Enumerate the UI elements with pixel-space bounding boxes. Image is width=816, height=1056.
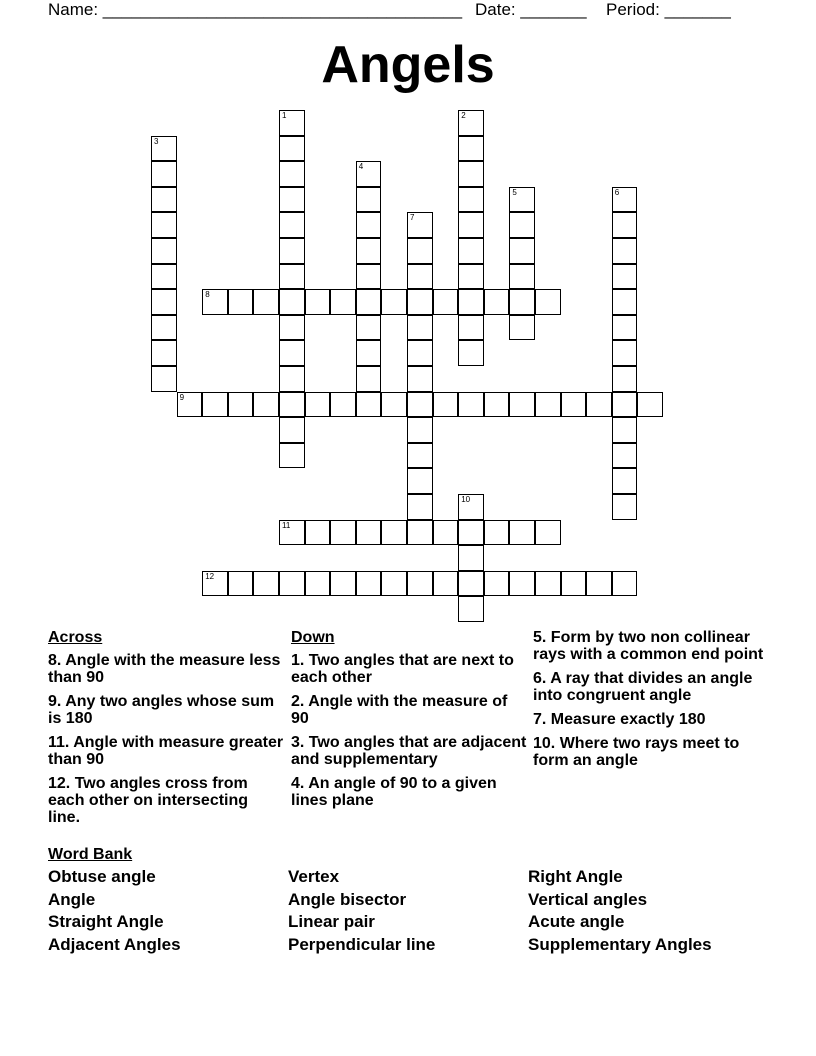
grid-cell[interactable] [509, 187, 535, 213]
clue-number: 10. [533, 735, 556, 752]
grid-cell[interactable] [509, 315, 535, 341]
clue-number: 2. [291, 693, 305, 710]
word-bank-item: Vertical angles [528, 889, 648, 909]
grid-cell[interactable] [279, 161, 305, 187]
clue-text: An angle of 90 to a given lines plane [291, 775, 497, 809]
word-bank-item: Obtuse angle [48, 867, 156, 886]
cell-number: 12 [205, 571, 215, 581]
grid-cell[interactable] [279, 110, 305, 136]
clue-text: A ray that divides an angle into congruent angle [533, 670, 753, 704]
cell-number: 4 [358, 162, 364, 172]
grid-cell[interactable] [356, 520, 382, 546]
grid-cell[interactable] [202, 289, 228, 315]
grid-cell[interactable] [356, 238, 382, 264]
clue-number: 5. [533, 629, 547, 646]
word-bank-item: Angle bisector [288, 889, 407, 909]
grid-cell[interactable] [458, 545, 484, 571]
grid-cell[interactable] [151, 264, 177, 290]
page-title: Angels [321, 36, 495, 94]
down-clues [291, 628, 527, 816]
grid-cell[interactable] [612, 468, 638, 494]
grid-cell[interactable] [330, 571, 356, 597]
grid-cell[interactable] [407, 392, 433, 418]
grid-cell[interactable] [151, 212, 177, 238]
grid-cell[interactable] [228, 392, 254, 418]
clue-across-9 [48, 693, 284, 727]
word-bank-column-1 [48, 866, 288, 956]
grid-cell[interactable] [279, 315, 305, 341]
grid-cell[interactable] [637, 392, 663, 418]
grid-cell[interactable] [356, 289, 382, 315]
grid-cell[interactable] [458, 315, 484, 341]
word-bank-item: Linear pair [288, 912, 375, 931]
period-field[interactable]: Period: _______ [606, 0, 731, 19]
grid-cell[interactable] [458, 161, 484, 187]
grid-cell[interactable] [151, 340, 177, 366]
grid-cell[interactable] [458, 340, 484, 366]
grid-cell[interactable] [458, 110, 484, 136]
clue-across-12 [48, 775, 284, 826]
grid-cell[interactable] [279, 264, 305, 290]
grid-cell[interactable] [305, 392, 331, 418]
clue-down-5 [533, 629, 769, 663]
grid-cell[interactable] [407, 212, 433, 238]
grid-cell[interactable] [381, 571, 407, 597]
word-bank-item: Supplementary Angles [528, 934, 712, 954]
grid-cell[interactable] [561, 392, 587, 418]
grid-cell[interactable] [279, 443, 305, 469]
clue-down-1 [291, 652, 527, 686]
grid-cell[interactable] [407, 264, 433, 290]
grid-cell[interactable] [612, 366, 638, 392]
clue-down-3 [291, 734, 527, 768]
clue-text: Angle with the measure of 90 [291, 693, 508, 727]
grid-cell[interactable] [151, 366, 177, 392]
grid-cell[interactable] [509, 571, 535, 597]
grid-cell[interactable] [612, 443, 638, 469]
clue-text: Where two rays meet to form an angle [533, 735, 740, 769]
grid-cell[interactable] [509, 238, 535, 264]
clue-number: 8. [48, 652, 62, 669]
grid-cell[interactable] [407, 520, 433, 546]
clue-across-11 [48, 734, 284, 768]
word-bank-item: Vertex [288, 867, 340, 886]
clue-down-7 [533, 711, 769, 728]
grid-cell[interactable] [612, 238, 638, 264]
grid-cell[interactable] [458, 264, 484, 290]
grid-cell[interactable] [279, 238, 305, 264]
word-bank-column-2 [288, 866, 528, 956]
clue-number: 9. [48, 693, 62, 710]
grid-cell[interactable] [458, 392, 484, 418]
clue-number: 1. [291, 652, 305, 669]
grid-cell[interactable] [433, 392, 459, 418]
grid-cell[interactable] [458, 520, 484, 546]
grid-cell[interactable] [253, 392, 279, 418]
grid-cell[interactable] [561, 571, 587, 597]
grid-cell[interactable] [612, 187, 638, 213]
grid-cell[interactable] [458, 571, 484, 597]
grid-cell[interactable] [433, 289, 459, 315]
cell-number: 8 [205, 290, 210, 300]
grid-cell[interactable] [586, 571, 612, 597]
grid-cell[interactable] [356, 366, 382, 392]
word-bank-item: Adjacent Angles [48, 934, 181, 954]
grid-cell[interactable] [484, 289, 510, 315]
grid-cell[interactable] [228, 289, 254, 315]
grid-cell[interactable] [228, 571, 254, 597]
grid-cell[interactable] [509, 212, 535, 238]
clue-text: Angle with measure greater than 90 [48, 734, 284, 768]
clue-number: 6. [533, 670, 547, 687]
grid-cell[interactable] [305, 571, 331, 597]
grid-cell[interactable] [612, 340, 638, 366]
grid-cell[interactable] [458, 596, 484, 622]
word-bank-item: Straight Angle [48, 912, 164, 931]
clue-down-4 [291, 775, 527, 809]
grid-cell[interactable] [407, 366, 433, 392]
grid-cell[interactable] [279, 187, 305, 213]
name-field[interactable]: Name: ______________________________________ [48, 0, 463, 19]
grid-cell[interactable] [330, 289, 356, 315]
grid-cell[interactable] [356, 187, 382, 213]
grid-cell[interactable] [305, 289, 331, 315]
grid-cell[interactable] [279, 417, 305, 443]
grid-cell[interactable] [535, 520, 561, 546]
grid-cell[interactable] [381, 289, 407, 315]
clue-down-10 [533, 735, 769, 769]
grid-cell[interactable] [535, 392, 561, 418]
clue-number: 7. [533, 711, 547, 728]
grid-cell[interactable] [407, 289, 433, 315]
grid-cell[interactable] [433, 571, 459, 597]
word-bank-column-3 [528, 866, 768, 956]
clue-text: Form by two non collinear rays with a common end point [533, 629, 764, 663]
grid-cell[interactable] [612, 417, 638, 443]
grid-cell[interactable] [253, 571, 279, 597]
grid-cell[interactable] [407, 443, 433, 469]
grid-cell[interactable] [279, 571, 305, 597]
grid-cell[interactable] [356, 340, 382, 366]
cell-number: 5 [512, 187, 517, 197]
cell-number: 6 [614, 187, 620, 197]
grid-cell[interactable] [151, 187, 177, 213]
grid-cell[interactable] [177, 392, 203, 418]
grid-cell[interactable] [151, 289, 177, 315]
word-bank-item: Right Angle [528, 867, 623, 886]
clue-text: Two angles that are adjacent and supplementary [291, 734, 527, 768]
grid-cell[interactable] [381, 392, 407, 418]
grid-cell[interactable] [151, 161, 177, 187]
grid-cell[interactable] [356, 212, 382, 238]
grid-cell[interactable] [279, 136, 305, 162]
clue-text: Two angles that are next to each other [291, 652, 514, 686]
grid-cell[interactable] [484, 571, 510, 597]
clue-number: 11. [48, 734, 70, 751]
down-heading: Down [291, 629, 335, 646]
clue-across-8 [48, 652, 284, 686]
across-heading: Across [48, 629, 103, 646]
grid-cell[interactable] [202, 392, 228, 418]
clue-text: Two angles cross from each other on intersecting line. [48, 775, 249, 826]
grid-cell[interactable] [202, 571, 228, 597]
date-field[interactable]: Date: _______ [475, 0, 587, 19]
grid-cell[interactable] [612, 212, 638, 238]
grid-cell[interactable] [535, 289, 561, 315]
grid-cell[interactable] [586, 392, 612, 418]
grid-cell[interactable] [279, 392, 305, 418]
grid-cell[interactable] [407, 571, 433, 597]
grid-cell[interactable] [253, 289, 279, 315]
grid-cell[interactable] [407, 315, 433, 341]
grid-cell[interactable] [356, 315, 382, 341]
grid-cell[interactable] [612, 315, 638, 341]
clue-down-6 [533, 670, 769, 704]
grid-cell[interactable] [484, 520, 510, 546]
clue-text: Angle with the measure less than 90 [48, 652, 281, 686]
grid-cell[interactable] [612, 392, 638, 418]
grid-cell[interactable] [279, 289, 305, 315]
grid-cell[interactable] [330, 392, 356, 418]
clue-text: Measure exactly 180 [550, 711, 706, 728]
grid-cell[interactable] [305, 520, 331, 546]
clue-text: Any two angles whose sum is 180 [48, 693, 275, 727]
grid-cell[interactable] [458, 212, 484, 238]
word-bank-item: Acute angle [528, 912, 625, 931]
grid-cell[interactable] [458, 187, 484, 213]
cell-number: 7 [410, 213, 415, 223]
grid-cell[interactable] [330, 520, 356, 546]
grid-cell[interactable] [279, 340, 305, 366]
grid-cell[interactable] [279, 212, 305, 238]
word-bank-item: Perpendicular line [288, 934, 436, 954]
grid-cell[interactable] [356, 392, 382, 418]
grid-cell[interactable] [535, 571, 561, 597]
grid-cell[interactable] [509, 289, 535, 315]
grid-cell[interactable] [484, 392, 510, 418]
grid-cell[interactable] [458, 494, 484, 520]
grid-cell[interactable] [151, 136, 177, 162]
cell-number: 11 [282, 520, 291, 530]
cell-number: 10 [461, 495, 471, 504]
grid-cell[interactable] [356, 571, 382, 597]
grid-cell[interactable] [356, 161, 382, 187]
word-bank-heading: Word Bank [48, 846, 133, 863]
grid-cell[interactable] [458, 289, 484, 315]
grid-cell[interactable] [612, 571, 638, 597]
grid-cell[interactable] [279, 520, 305, 546]
cell-number: 3 [154, 136, 159, 146]
grid-cell[interactable] [509, 520, 535, 546]
grid-cell[interactable] [407, 494, 433, 520]
grid-cell[interactable] [151, 238, 177, 264]
grid-cell[interactable] [612, 289, 638, 315]
grid-cell[interactable] [356, 264, 382, 290]
cell-number: 1 [282, 111, 287, 120]
cell-number: 2 [461, 111, 466, 120]
down-clues-continued [533, 629, 769, 776]
clue-number: 12. [48, 775, 71, 792]
grid-cell[interactable] [509, 392, 535, 418]
across-clues [48, 628, 284, 833]
clue-down-2 [291, 693, 527, 727]
grid-cell[interactable] [407, 340, 433, 366]
grid-cell[interactable] [509, 264, 535, 290]
grid-cell[interactable] [407, 417, 433, 443]
word-bank-item: Angle [48, 889, 96, 909]
clue-number: 4. [291, 775, 305, 792]
grid-cell[interactable] [151, 315, 177, 341]
cell-number: 9 [179, 392, 185, 402]
grid-cell[interactable] [279, 366, 305, 392]
grid-cell[interactable] [458, 238, 484, 264]
grid-cell[interactable] [612, 264, 638, 290]
grid-cell[interactable] [612, 494, 638, 520]
clue-number: 3. [291, 734, 305, 751]
grid-cell[interactable] [407, 468, 433, 494]
grid-cell[interactable] [381, 520, 407, 546]
grid-cell[interactable] [407, 238, 433, 264]
grid-cell[interactable] [458, 136, 484, 162]
grid-cell[interactable] [433, 520, 459, 546]
